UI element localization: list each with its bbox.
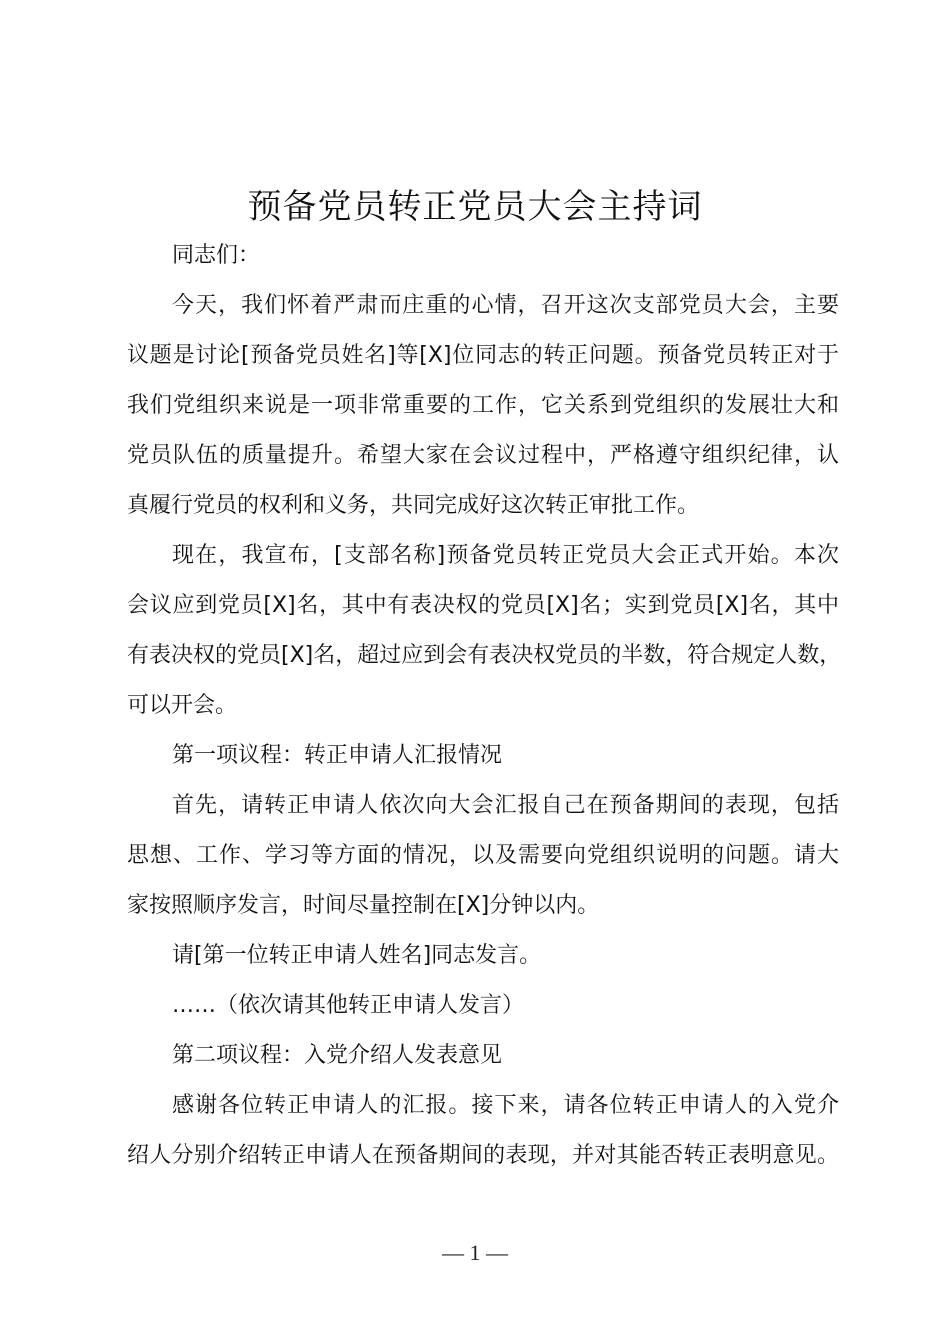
paragraph-line: 今天，我们怀着严肃而庄重的心情，召开这次支部党员大会，主要: [172, 293, 839, 318]
paragraph-line: 有表决权的党员[X]名，超过应到会有表决权党员的半数，符合规定人数，: [127, 643, 842, 668]
paragraph-line: 感谢各位转正申请人的汇报。接下来，请各位转正申请人的入党介: [172, 1093, 839, 1118]
paragraph-line: 思想、工作、学习等方面的情况，以及需要向党组织说明的问题。请大: [127, 843, 839, 868]
paragraph-line: 请[第一位转正申请人姓名]同志发言。: [172, 943, 542, 968]
paragraph-line: 绍人分别介绍转正申请人在预备期间的表现，并对其能否转正表明意见。: [127, 1143, 839, 1168]
paragraph-line: 议题是讨论[预备党员姓名]等[X]位同志的转正问题。预备党员转正对于: [127, 343, 839, 368]
page-number: — 1 —: [442, 1240, 508, 1265]
paragraph-line: 真履行党员的权利和义务，共同完成好这次转正审批工作。: [127, 493, 700, 518]
paragraph-line: 家按照顺序发言，时间尽量控制在[X]分钟以内。: [127, 893, 600, 918]
paragraph-line: 会议应到党员[X]名，其中有表决权的党员[X]名；实到党员[X]名，其中: [127, 593, 839, 618]
document-body: [127, 231, 842, 1181]
agenda-heading: 第一项议程：转正申请人汇报情况: [172, 743, 503, 768]
paragraph-line: 同志们：: [172, 243, 261, 268]
paragraph-line: 党员队伍的质量提升。希望大家在会议过程中，严格遵守组织纪律，认: [127, 443, 839, 468]
paragraph-line: 首先，请转正申请人依次向大会汇报自己在预备期间的表现，包括: [172, 793, 839, 818]
paragraph-line: 可以开会。: [127, 693, 238, 718]
paragraph-line: ……（依次请其他转正申请人发言）: [172, 993, 525, 1018]
agenda-heading: 第二项议程：入党介绍人发表意见: [172, 1043, 503, 1068]
paragraph-line: 现在，我宣布，[支部名称]预备党员转正党员大会正式开始。本次: [172, 543, 839, 568]
document-title: 预备党员转正党员大会主持词: [247, 187, 703, 227]
paragraph-line: 我们党组织来说是一项非常重要的工作，它关系到党组织的发展壮大和: [127, 393, 839, 418]
